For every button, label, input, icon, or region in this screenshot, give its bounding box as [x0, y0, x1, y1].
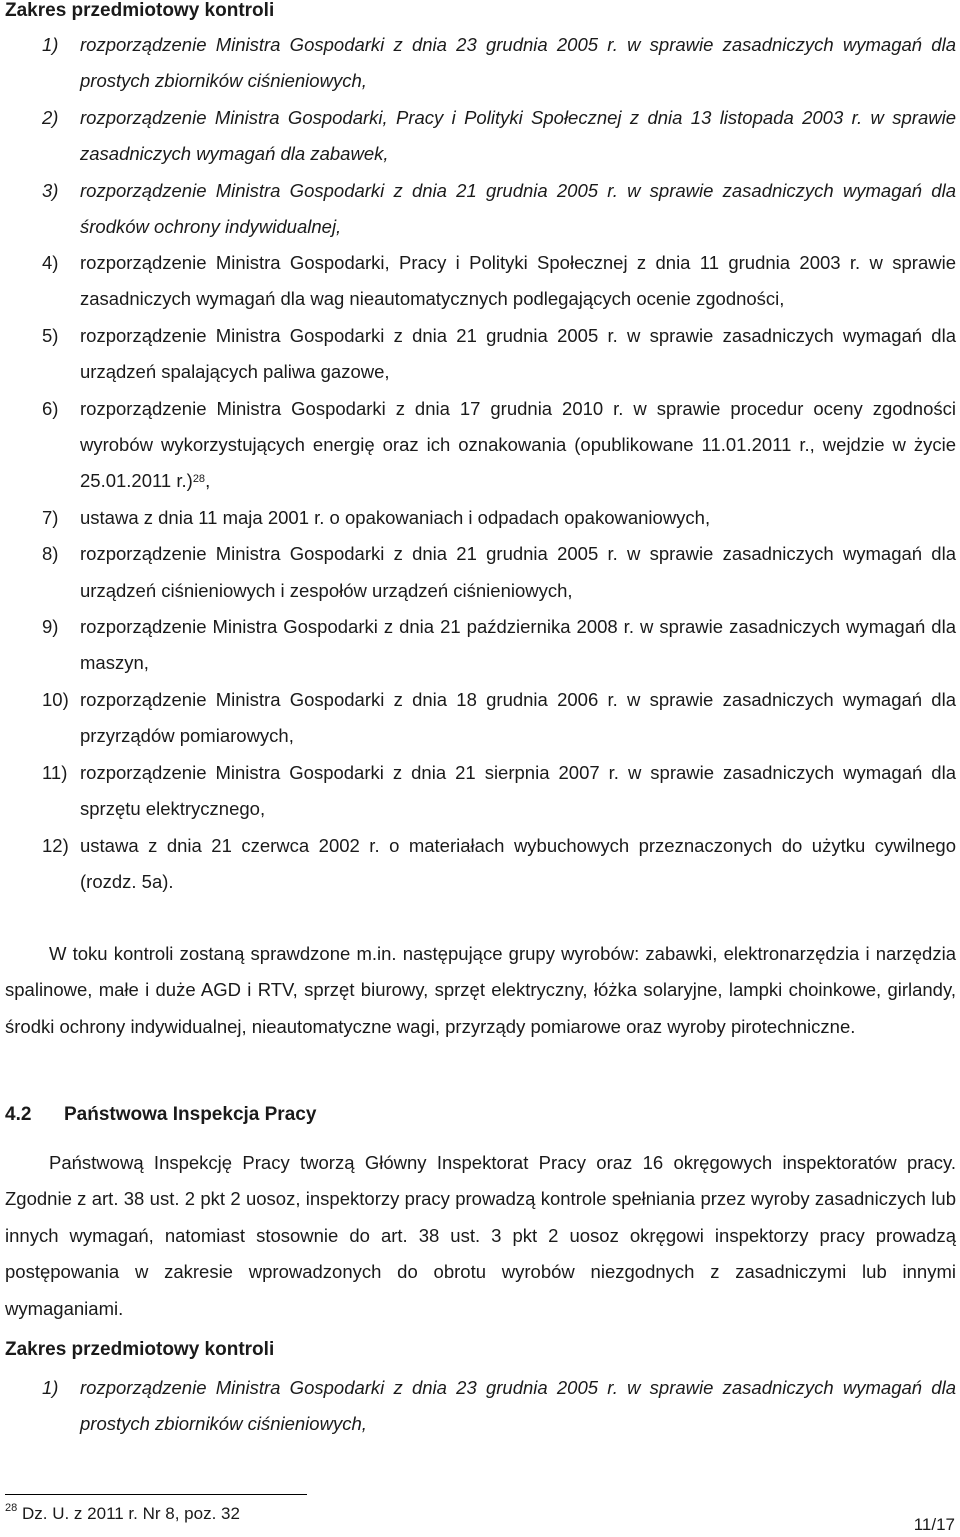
heading-scope-top: Zakres przedmiotowy kontroli	[5, 0, 275, 21]
section-title: Państwowa Inspekcja Pracy	[64, 1104, 317, 1125]
section-number: 4.2	[5, 1104, 32, 1125]
list-item-text	[80, 391, 956, 500]
list-item-number: 6)	[42, 397, 59, 419]
list-item-text: rozporządzenie Ministra Gospodarki z dnia 23 grudnia 2005 r. w sprawie zasadniczych wymagań dla prostych zbiorników ciśnieniowych,	[80, 34, 956, 92]
list-item-number: 2)	[42, 106, 59, 128]
list-item-text-main: rozporządzenie Ministra Gospodarki z dnia 17 grudnia 2010 r. w sprawie procedur oceny zgodności wyrobów wykorzystujących energię oraz ich oznakowania (opublikowane 11.01.2011 r., wejdzie w życie 25.01.2011 r.)	[80, 397, 956, 492]
list-item-text: rozporządzenie Ministra Gospodarki, Pracy i Polityki Społecznej z dnia 13 listopada 2003 r. w sprawie zasadniczych wymagań dla zabawek,	[80, 106, 956, 165]
list-item-text-tail: ,	[205, 470, 211, 492]
list-item	[0, 500, 960, 536]
list-item-text: rozporządzenie Ministra Gospodarki z dnia 18 grudnia 2006 r. w sprawie zasadniczych wymagań dla przyrządów pomiarowych,	[80, 688, 956, 747]
list-item	[0, 828, 960, 901]
list-item-text: rozporządzenie Ministra Gospodarki z dnia 23 grudnia 2005 r. w sprawie zasadniczych wymagań dla prostych zbiorników ciśnieniowych,	[80, 1377, 956, 1435]
list-item	[0, 173, 960, 246]
list-item	[0, 609, 960, 682]
list-item-text: rozporządzenie Ministra Gospodarki z dnia 21 października 2008 r. w sprawie zasadniczych wymagań dla maszyn,	[80, 616, 956, 674]
paragraph-products: W toku kontroli zostaną sprawdzone m.in. następujące grupy wyrobów: zabawki, elektronarzędzia i narzędzia spalinowe, małe i duże AGD i RTV, sprzęt biurowy, sprzęt elektryczny, łóżka solaryjne, lampki choinkowe, girlandy, środki ochrony indywidualnej, nieautomatyczne wagi, przyrządy pomiarowe oraz wyroby pirotechniczne.	[5, 943, 956, 1037]
list-item	[0, 245, 960, 318]
list-item-number: 12)	[42, 834, 69, 856]
list-item-text: rozporządzenie Ministra Gospodarki z dnia 21 grudnia 2005 r. w sprawie zasadniczych wymagań dla środków ochrony indywidualnej,	[80, 179, 956, 238]
list-item-number: 1)	[42, 1377, 59, 1398]
list-item-number: 1)	[42, 34, 59, 55]
list-bottom-italic	[0, 1370, 960, 1443]
footnote	[5, 1504, 240, 1524]
list-item-number: 7)	[42, 506, 59, 528]
list-item-text: rozporządzenie Ministra Gospodarki z dnia 21 grudnia 2005 r. w sprawie zasadniczych wymagań dla urządzeń spalających paliwa gazowe,	[80, 324, 956, 383]
list-item-text: rozporządzenie Ministra Gospodarki, Pracy i Polityki Społecznej z dnia 11 grudnia 2003 r. w sprawie zasadniczych wymagań dla wag nieautomatycznych podlegających ocenie zgodności,	[80, 252, 956, 310]
footnote-text: Dz. U. z 2011 r. Nr 8, poz. 32	[21, 1504, 240, 1523]
list-item-number: 9)	[42, 616, 59, 638]
list-item-text: ustawa z dnia 21 czerwca 2002 r. o materiałach wybuchowych przeznaczonych do użytku cywilnego (rozdz. 5a).	[80, 834, 956, 892]
list-item	[0, 27, 960, 100]
list-item-number: 4)	[42, 252, 59, 273]
list-item	[0, 682, 960, 755]
footnote-reference[interactable]: 28	[192, 473, 206, 486]
list-item-number: 8)	[42, 543, 59, 565]
footnote-divider	[5, 1494, 307, 1495]
list-item-number: 5)	[42, 324, 59, 346]
list-item	[0, 318, 960, 391]
list-item	[0, 536, 960, 609]
heading-scope-bottom: Zakres przedmiotowy kontroli	[5, 1339, 275, 1360]
list-item-text: ustawa z dnia 11 maja 2001 r. o opakowaniach i odpadach opakowaniowych,	[80, 506, 711, 528]
list-item	[0, 755, 960, 828]
list-top-italic	[0, 27, 960, 245]
footnote-mark: 28	[5, 1502, 18, 1514]
paragraph-pip: Państwową Inspekcję Pracy tworzą Główny Inspektorat Pracy oraz 16 okręgowych inspektoratów pracy. Zgodnie z art. 38 ust. 2 pkt 2 uosoz, inspektorzy pracy prowadzą kontrole spełniania przez wyroby zasadniczych lub innych wymagań, natomiast stosownie do art. 38 ust. 3 pkt 2 uosoz okręgowi inspektorzy pracy prowadzą postępowania w zakresie wprowadzonych do obrotu wyrobów niezgodnych z zasadniczymi lub innymi wymaganiami.	[5, 1152, 956, 1319]
list-main	[0, 245, 960, 900]
list-item	[0, 1370, 960, 1443]
section-heading	[5, 1104, 316, 1126]
list-item-number: 10)	[42, 688, 69, 710]
list-item-number: 3)	[42, 179, 59, 201]
list-item	[0, 391, 960, 500]
list-item-text: rozporządzenie Ministra Gospodarki z dnia 21 sierpnia 2007 r. w sprawie zasadniczych wymagań dla sprzętu elektrycznego,	[80, 761, 956, 820]
list-item-number: 11)	[42, 761, 68, 783]
list-item-text: rozporządzenie Ministra Gospodarki z dnia 21 grudnia 2005 r. w sprawie zasadniczych wymagań dla urządzeń ciśnieniowych i zespołów urządzeń ciśnieniowych,	[80, 543, 956, 601]
list-item	[0, 100, 960, 173]
page-number: 11/17	[913, 1515, 955, 1534]
